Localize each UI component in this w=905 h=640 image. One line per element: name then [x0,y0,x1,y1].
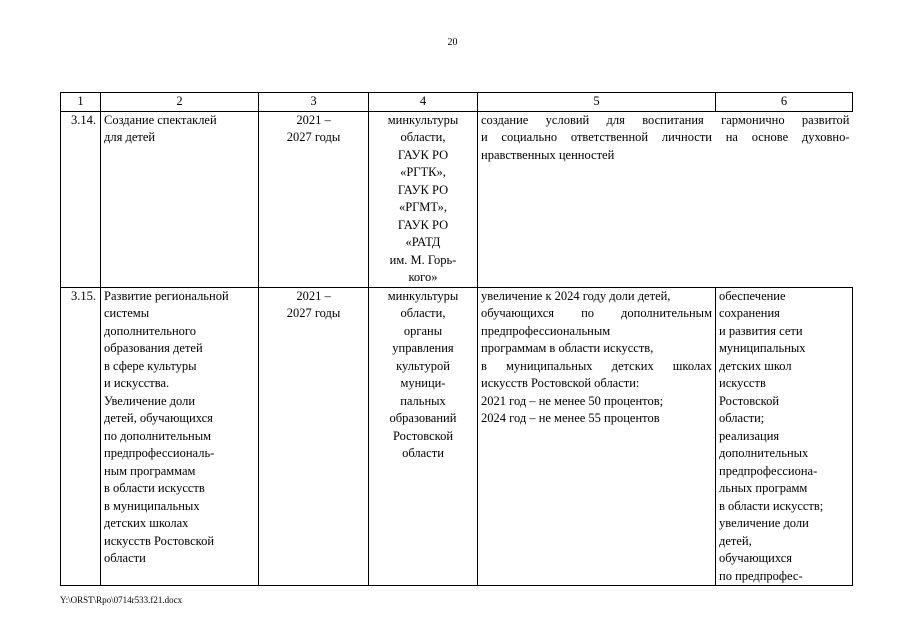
text-line: Ростовской [719,393,780,408]
period [259,111,369,287]
text-line: обучающихся [719,551,793,565]
text-line: Увеличение доли [104,393,196,408]
text-line: органы [403,323,443,338]
text-line: создание условий для воспитания гармонично развитой [481,112,850,127]
executor [369,287,478,586]
text-line: и развития сети [719,323,803,338]
text-line: обучающихся по дополнительным [481,306,712,320]
measure-name [101,287,259,586]
text-line: предпрофессиональным [481,323,611,338]
text-line: образования детей [104,341,203,355]
text-line: минкультуры [387,288,459,303]
text-line: дополнительных [719,446,809,460]
text-line: Развитие региональной [104,288,229,303]
measure-name [101,111,259,287]
table-row [61,287,853,586]
text-line: обеспечение [719,288,786,303]
text-line: искусств Ростовской области: [481,376,640,390]
page-number: 20 [447,37,458,48]
text-line: им. М. Горь- [389,252,457,267]
table-row [61,111,853,287]
text-line: области, [400,306,446,320]
text-line: 2024 год – не менее 55 процентов [481,411,660,425]
header-col-2: 2 [101,93,259,112]
text-line: и социально ответственной личности на основе духовно- [481,130,850,144]
text-line: ГАУК РО [397,217,449,232]
text-line: для детей [104,130,156,144]
header-col-3: 3 [259,93,369,112]
text-line: Создание спектаклей [104,112,217,127]
text-line: культурой [396,358,450,373]
text-line: минкультуры [387,112,459,127]
text-line: кого» [408,270,438,284]
text-line: в муниципальных [104,498,200,513]
text-line: льных программ [719,481,808,495]
text-line: по предпрофес- [719,568,803,583]
text-line: детских школах [104,516,189,530]
header-col-6: 6 [716,93,853,112]
text-line: детских школ [719,358,792,373]
period [259,287,369,586]
text-line: ГАУК РО [397,182,449,197]
text-line: Ростовской [392,428,454,443]
text-line: сохранения [719,306,780,320]
text-line: искусств [719,376,766,390]
text-line: увеличение доли [719,516,809,530]
text-line: 2021 год – не менее 50 процентов; [481,393,664,408]
text-line: увеличение к 2024 году доли детей, [481,288,671,303]
expected-result [478,111,853,287]
text-line: в области искусств [104,481,205,495]
text-line: муниципальных [719,341,806,355]
text-line: управления [392,341,454,355]
text-line: муници- [400,376,446,390]
text-line: области [104,551,146,565]
row-number: 3.14. [61,111,101,287]
text-line: предпрофессиона- [719,463,818,478]
text-line: и искусства. [104,376,170,390]
text-line: реализация [719,428,780,443]
text-line: детей, обучающихся [104,411,213,425]
header-col-4: 4 [369,93,478,112]
text-line: 2021 – [296,288,331,303]
header-col-1: 1 [61,93,101,112]
text-line: в области искусств; [719,498,824,513]
text-line: в сфере культуры [104,358,197,373]
header-col-5: 5 [478,93,716,112]
text-line: в муниципальных детских школах [481,358,712,373]
text-line: детей, [719,533,752,548]
text-line: «РГМТ», [398,200,448,214]
text-line: «РАТД [405,235,441,249]
text-line: программам в области искусств, [481,341,654,355]
row-number: 3.15. [61,287,101,586]
text-line: 2021 – [296,112,331,127]
file-path-footer: Y:\ORST\Rpo\0714r533.f21.docx [60,595,183,605]
text-line: по дополнительным [104,428,212,443]
program-table [60,92,853,586]
text-line: дополнительного [104,323,196,338]
text-line: предпрофессиональ- [104,446,215,460]
expected-result [478,287,716,586]
text-line: образований [389,411,457,425]
text-line: искусств Ростовской [104,533,215,548]
text-line: области; [719,411,765,425]
text-line: пальных [400,393,446,408]
text-line: «РГТК», [400,165,446,179]
text-line: 2027 годы [286,306,341,320]
text-line: системы [104,306,150,320]
text-line: ным программам [104,463,196,478]
text-line: 2027 годы [286,130,341,144]
text-line: нравственных ценностей [481,147,615,162]
text-line: области, [400,130,446,144]
text-line: области [402,446,444,460]
executor [369,111,478,287]
social-effect [716,287,853,586]
text-line: ГАУК РО [397,147,449,162]
table-header-row [61,93,853,112]
